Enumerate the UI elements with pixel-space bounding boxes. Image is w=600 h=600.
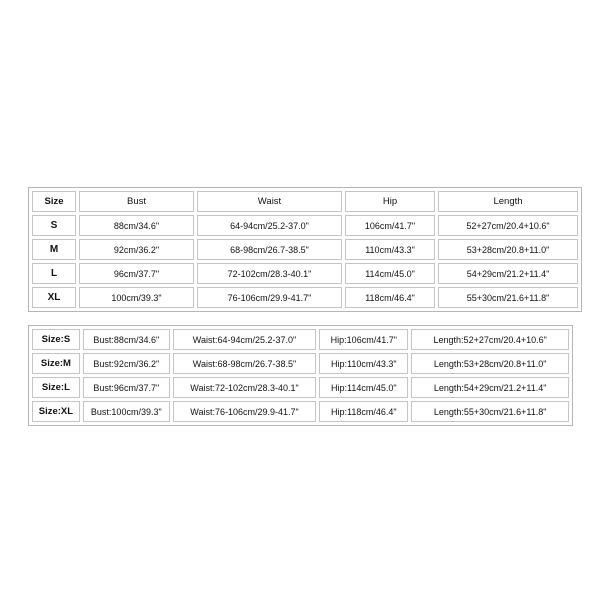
hip-cell: Hip:114cm/45.0" xyxy=(319,377,408,398)
size-cell: Size:XL xyxy=(32,401,80,422)
hip-cell: 106cm/41.7" xyxy=(345,215,435,236)
waist-cell: 76-106cm/29.9-41.7" xyxy=(197,287,342,308)
waist-cell: Waist:68-98cm/26.7-38.5" xyxy=(173,353,316,374)
size-chart-table-labeled xyxy=(28,325,573,426)
header-hip: Hip xyxy=(345,191,435,212)
size-chart-table xyxy=(28,187,582,312)
header-waist: Waist xyxy=(197,191,342,212)
header-length: Length xyxy=(438,191,578,212)
size-cell: L xyxy=(32,263,76,284)
length-cell: 52+27cm/20.4+10.6" xyxy=(438,215,578,236)
bust-cell: 88cm/34.6" xyxy=(79,215,194,236)
hip-cell: Hip:106cm/41.7" xyxy=(319,329,408,350)
size-cell: Size:M xyxy=(32,353,80,374)
table-row xyxy=(32,287,578,308)
length-cell: 54+29cm/21.2+11.4" xyxy=(438,263,578,284)
size-cell: Size:S xyxy=(32,329,80,350)
bust-cell: Bust:88cm/34.6" xyxy=(83,329,170,350)
waist-cell: Waist:72-102cm/28.3-40.1" xyxy=(173,377,316,398)
table-row xyxy=(32,215,578,236)
bust-cell: 100cm/39.3" xyxy=(79,287,194,308)
hip-cell: Hip:110cm/43.3" xyxy=(319,353,408,374)
bust-cell: Bust:92cm/36.2" xyxy=(83,353,170,374)
table-row xyxy=(32,239,578,260)
waist-cell: 64-94cm/25.2-37.0" xyxy=(197,215,342,236)
length-cell: 53+28cm/20.8+11.0" xyxy=(438,239,578,260)
header-size: Size xyxy=(32,191,76,212)
waist-cell: Waist:64-94cm/25.2-37.0" xyxy=(173,329,316,350)
hip-cell: 118cm/46.4" xyxy=(345,287,435,308)
size-cell: Size:L xyxy=(32,377,80,398)
length-cell: 55+30cm/21.6+11.8" xyxy=(438,287,578,308)
length-cell: Length:53+28cm/20.8+11.0" xyxy=(411,353,569,374)
table-row xyxy=(32,353,569,374)
header-bust: Bust xyxy=(79,191,194,212)
size-cell: S xyxy=(32,215,76,236)
length-cell: Length:54+29cm/21.2+11.4" xyxy=(411,377,569,398)
hip-cell: 110cm/43.3" xyxy=(345,239,435,260)
bust-cell: Bust:100cm/39.3" xyxy=(83,401,170,422)
length-cell: Length:55+30cm/21.6+11.8" xyxy=(411,401,569,422)
size-cell: M xyxy=(32,239,76,260)
size-cell: XL xyxy=(32,287,76,308)
table-row xyxy=(32,329,569,350)
waist-cell: 72-102cm/28.3-40.1" xyxy=(197,263,342,284)
waist-cell: 68-98cm/26.7-38.5" xyxy=(197,239,342,260)
bust-cell: 96cm/37.7" xyxy=(79,263,194,284)
bust-cell: 92cm/36.2" xyxy=(79,239,194,260)
hip-cell: Hip:118cm/46.4" xyxy=(319,401,408,422)
table-row xyxy=(32,263,578,284)
bust-cell: Bust:96cm/37.7" xyxy=(83,377,170,398)
hip-cell: 114cm/45.0" xyxy=(345,263,435,284)
length-cell: Length:52+27cm/20.4+10.6" xyxy=(411,329,569,350)
table-row xyxy=(32,377,569,398)
table-row xyxy=(32,401,569,422)
table-header-row xyxy=(32,191,578,212)
waist-cell: Waist:76-106cm/29.9-41.7" xyxy=(173,401,316,422)
